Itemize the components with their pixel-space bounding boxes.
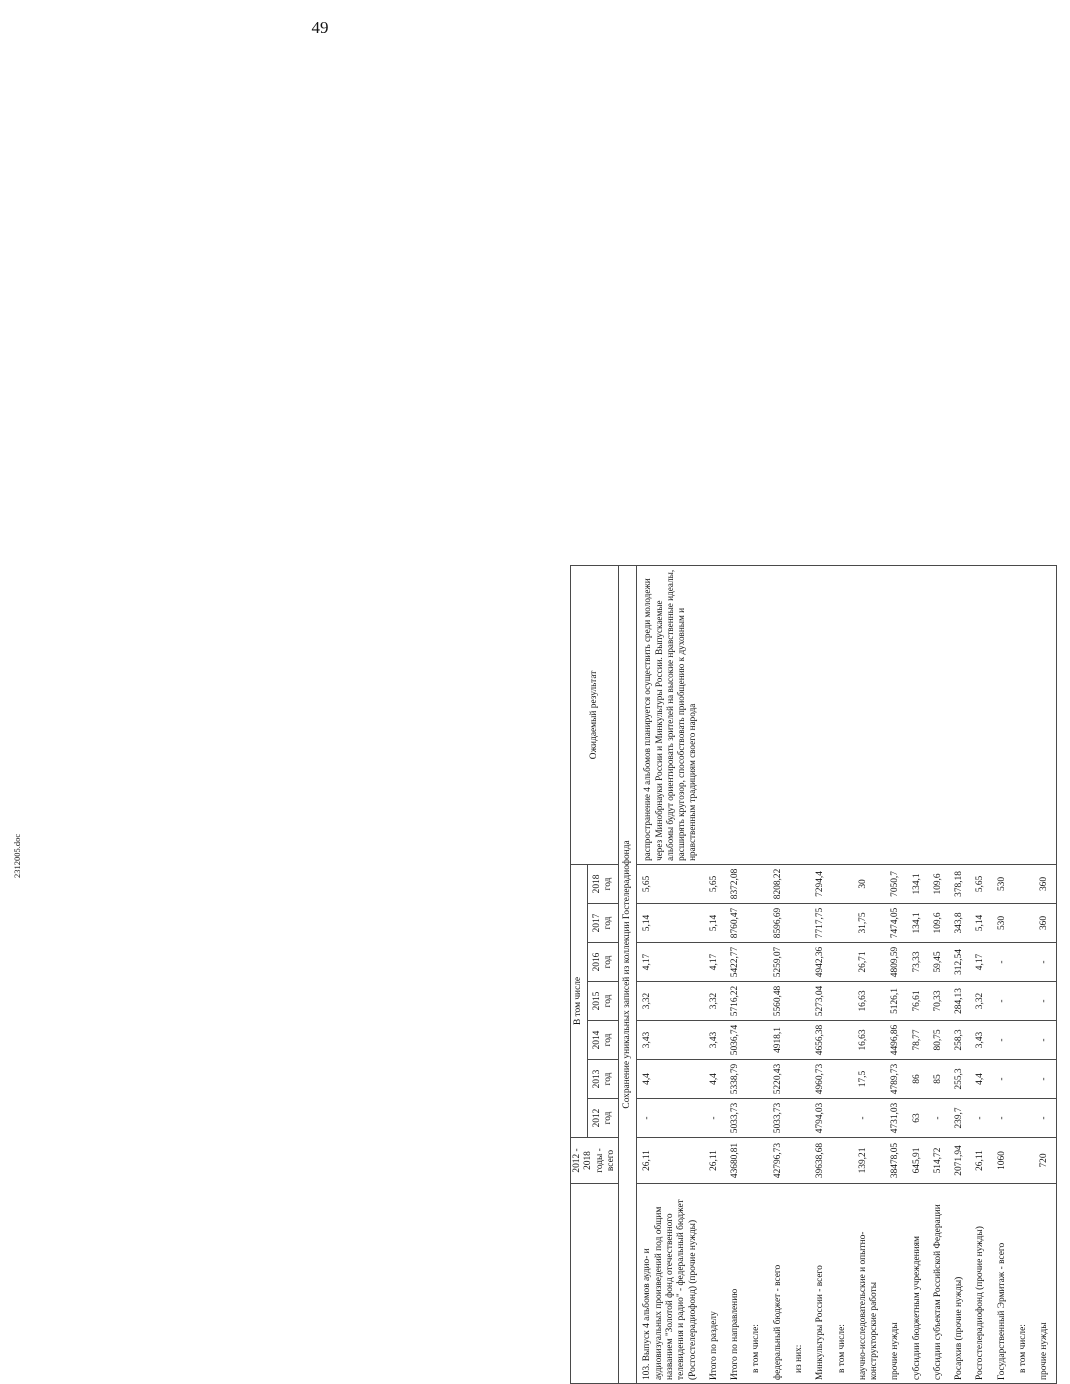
row-year-value: 5033,73 (768, 1099, 789, 1138)
row-year-value: 5273,04 (810, 982, 831, 1021)
table-row (928, 565, 949, 1383)
table-row (992, 565, 1013, 1383)
row-year-value: 17,5 (853, 1060, 886, 1099)
row-year-value: 284,13 (949, 982, 970, 1021)
row-expected-result (704, 565, 725, 864)
row-year-value: 530 (992, 864, 1013, 903)
row-total: 39638,68 (810, 1138, 831, 1184)
table-row (789, 565, 810, 1383)
row-year-value: 4656,38 (810, 1021, 831, 1060)
row-year-value (746, 904, 767, 943)
row-year-value: 5,65 (970, 864, 991, 903)
table-row (768, 565, 789, 1383)
row-year-value (1013, 982, 1034, 1021)
row-year-value: 5716,22 (725, 982, 746, 1021)
row-name: Государственный Эрмитаж - всего (992, 1184, 1013, 1384)
row-year-value: 4,4 (970, 1060, 991, 1099)
row-year-value: 4731,03 (885, 1099, 906, 1138)
row-year-value: 5560,48 (768, 982, 789, 1021)
row-year-value: 59,45 (928, 943, 949, 982)
row-year-value: 109,6 (928, 864, 949, 903)
page-number: 49 (311, 18, 329, 37)
header-year: 2016 год (588, 943, 619, 982)
table-row (832, 565, 853, 1383)
row-year-value: 8596,69 (768, 904, 789, 943)
row-year-value: 343,8 (949, 904, 970, 943)
row-year-value: 5338,79 (725, 1060, 746, 1099)
table-row (746, 565, 767, 1383)
row-year-value (832, 1060, 853, 1099)
row-name: 103. Выпуск 4 альбомов аудио- и аудиовизуальных произведений под общим названием "Золотой фонд отечественного телевидения и радио" - федеральный бюджет (Росгостелерадиофонд) (прочие нужды) (637, 1184, 704, 1384)
row-year-value: - (704, 1099, 725, 1138)
row-expected-result (992, 565, 1013, 864)
row-year-value (832, 1021, 853, 1060)
header-result: Ожидаемый результат (571, 565, 619, 864)
row-expected-result (810, 565, 831, 864)
row-total: 645,91 (907, 1138, 928, 1184)
row-year-value: 4,4 (704, 1060, 725, 1099)
table-row (810, 565, 831, 1383)
row-expected-result (907, 565, 928, 864)
rotated-table-frame (570, 566, 1070, 1384)
row-year-value: 7294,4 (810, 864, 831, 903)
row-year-value: - (992, 1099, 1013, 1138)
row-year-value: - (1034, 943, 1056, 982)
row-year-value: - (637, 1099, 704, 1138)
row-total: 43680,81 (725, 1138, 746, 1184)
header-group: В том числе (571, 864, 588, 1137)
row-year-value (746, 864, 767, 903)
row-year-value: 3,32 (970, 982, 991, 1021)
row-year-value: 5,14 (637, 904, 704, 943)
row-year-value (1013, 864, 1034, 903)
row-total (746, 1138, 767, 1184)
row-expected-result (853, 565, 886, 864)
row-expected-result: распространение 4 альбомов планируется осуществить среди молодежи через Минобрнауки России и Минкультуры России. Выпускаемые альбомы будут ориентировать зрителей на высокие нравственные идеалы, расширять кругозор, способствовать приобщению к духовным и нравственным традициям своего народа (637, 565, 704, 864)
row-year-value: 4809,59 (885, 943, 906, 982)
row-year-value: 360 (1034, 864, 1056, 903)
row-year-value: 7050,7 (885, 864, 906, 903)
row-year-value: 76,61 (907, 982, 928, 1021)
row-name: в том числе: (746, 1184, 767, 1384)
row-year-value: - (992, 1021, 1013, 1060)
row-total: 26,11 (637, 1138, 704, 1184)
header-year: 2013 год (588, 1060, 619, 1099)
row-name: в том числе: (1013, 1184, 1034, 1384)
row-year-value (789, 864, 810, 903)
header-year: 2018 год (588, 864, 619, 903)
row-expected-result (832, 565, 853, 864)
row-year-value: 30 (853, 864, 886, 903)
table-row (1013, 565, 1034, 1383)
row-year-value (746, 982, 767, 1021)
row-year-value: 3,43 (704, 1021, 725, 1060)
row-year-value (1013, 904, 1034, 943)
row-expected-result (789, 565, 810, 864)
row-expected-result (970, 565, 991, 864)
header-year: 2014 год (588, 1021, 619, 1060)
row-year-value: 4789,73 (885, 1060, 906, 1099)
header-year: 2015 год (588, 982, 619, 1021)
row-year-value: 4,4 (637, 1060, 704, 1099)
row-name: Итого по направлению (725, 1184, 746, 1384)
row-year-value: 78,77 (907, 1021, 928, 1060)
row-year-value: - (992, 943, 1013, 982)
row-year-value (789, 1021, 810, 1060)
header-name (571, 1184, 619, 1384)
row-year-value: - (1034, 982, 1056, 1021)
row-year-value: 3,43 (637, 1021, 704, 1060)
row-name: прочие нужды (1034, 1184, 1056, 1384)
row-year-value: 31,75 (853, 904, 886, 943)
row-name: из них: (789, 1184, 810, 1384)
row-name: Росгостелерадиофонд (прочие нужды) (970, 1184, 991, 1384)
row-total (832, 1138, 853, 1184)
row-year-value: 7474,05 (885, 904, 906, 943)
row-year-value: 3,43 (970, 1021, 991, 1060)
row-year-value: 5,65 (637, 864, 704, 903)
row-year-value: 3,32 (637, 982, 704, 1021)
table-row (885, 565, 906, 1383)
row-year-value (746, 1021, 767, 1060)
header-total: 2012 - 2018 годы - всего (571, 1138, 619, 1184)
row-year-value: 312,54 (949, 943, 970, 982)
header-year: 2012 год (588, 1099, 619, 1138)
row-total: 26,11 (704, 1138, 725, 1184)
row-year-value (832, 982, 853, 1021)
row-year-value: 4942,36 (810, 943, 831, 982)
row-year-value: 5126,1 (885, 982, 906, 1021)
row-year-value (832, 904, 853, 943)
row-total: 139,21 (853, 1138, 886, 1184)
row-year-value (746, 1099, 767, 1138)
row-expected-result (768, 565, 789, 864)
budget-table (570, 565, 1057, 1384)
table-row (853, 565, 886, 1383)
row-year-value: 378,18 (949, 864, 970, 903)
row-year-value: 5422,77 (725, 943, 746, 982)
row-year-value: 255,3 (949, 1060, 970, 1099)
row-expected-result (1034, 565, 1056, 864)
row-year-value (789, 982, 810, 1021)
row-expected-result (949, 565, 970, 864)
row-year-value: 4,17 (970, 943, 991, 982)
row-year-value (789, 943, 810, 982)
row-year-value (1013, 943, 1034, 982)
table-row (725, 565, 746, 1383)
row-name: субсидии субъектам Российской Федерации (928, 1184, 949, 1384)
table-row (637, 565, 704, 1383)
row-year-value: 5036,74 (725, 1021, 746, 1060)
row-year-value: 26,71 (853, 943, 886, 982)
row-year-value: 134,1 (907, 864, 928, 903)
row-total: 514,72 (928, 1138, 949, 1184)
row-year-value (789, 904, 810, 943)
row-year-value: 16,63 (853, 1021, 886, 1060)
row-year-value: - (1034, 1021, 1056, 1060)
row-year-value: - (928, 1099, 949, 1138)
row-name: научно-исследовательские и опытно-конструкторские работы (853, 1184, 886, 1384)
row-year-value (746, 943, 767, 982)
row-name: Росархив (прочие нужды) (949, 1184, 970, 1384)
row-year-value: 73,33 (907, 943, 928, 982)
row-year-value (789, 1060, 810, 1099)
row-year-value: 4496,86 (885, 1021, 906, 1060)
row-year-value (832, 864, 853, 903)
row-year-value: 5,65 (704, 864, 725, 903)
row-year-value: 3,32 (704, 982, 725, 1021)
row-year-value: 4918,1 (768, 1021, 789, 1060)
row-year-value: 4,17 (637, 943, 704, 982)
row-year-value: 134,1 (907, 904, 928, 943)
row-year-value: 5033,73 (725, 1099, 746, 1138)
row-expected-result (1013, 565, 1034, 864)
row-year-value: 8760,47 (725, 904, 746, 943)
row-year-value: 7717,75 (810, 904, 831, 943)
row-year-value (1013, 1099, 1034, 1138)
row-total: 38478,05 (885, 1138, 906, 1184)
row-year-value (789, 1099, 810, 1138)
row-year-value: 5,14 (970, 904, 991, 943)
table-row (970, 565, 991, 1383)
row-name: прочие нужды (885, 1184, 906, 1384)
row-year-value: 360 (1034, 904, 1056, 943)
row-year-value: 4794,03 (810, 1099, 831, 1138)
row-expected-result (885, 565, 906, 864)
section-title: Сохранение уникальных записей из коллекции Гостелерадиофонда (619, 565, 637, 1383)
row-total: 1060 (992, 1138, 1013, 1184)
footer-filename: 2312005.doc (12, 833, 22, 878)
row-year-value: 85 (928, 1060, 949, 1099)
row-expected-result (746, 565, 767, 864)
row-name: в том числе: (832, 1184, 853, 1384)
table-row (949, 565, 970, 1383)
row-year-value: - (992, 982, 1013, 1021)
row-total: 720 (1034, 1138, 1056, 1184)
table-row (907, 565, 928, 1383)
row-total (789, 1138, 810, 1184)
row-year-value: 4,17 (704, 943, 725, 982)
row-year-value: 5259,07 (768, 943, 789, 982)
row-year-value (832, 1099, 853, 1138)
row-year-value: 530 (992, 904, 1013, 943)
row-total: 2071,94 (949, 1138, 970, 1184)
row-year-value: 80,75 (928, 1021, 949, 1060)
row-name: субсидии бюджетным учреждениям (907, 1184, 928, 1384)
row-expected-result (928, 565, 949, 864)
table-row (704, 565, 725, 1383)
row-year-value: - (853, 1099, 886, 1138)
row-year-value (746, 1060, 767, 1099)
row-year-value: 5220,43 (768, 1060, 789, 1099)
row-year-value: 239,7 (949, 1099, 970, 1138)
row-year-value: 63 (907, 1099, 928, 1138)
row-year-value: 4960,73 (810, 1060, 831, 1099)
row-year-value: 86 (907, 1060, 928, 1099)
row-total: 42796,73 (768, 1138, 789, 1184)
header-year: 2017 год (588, 904, 619, 943)
row-year-value (1013, 1021, 1034, 1060)
row-year-value: - (992, 1060, 1013, 1099)
row-total (1013, 1138, 1034, 1184)
row-year-value: - (1034, 1060, 1056, 1099)
row-expected-result (725, 565, 746, 864)
table-row (1034, 565, 1056, 1383)
row-year-value: 70,33 (928, 982, 949, 1021)
row-year-value: 8208,22 (768, 864, 789, 903)
row-total: 26,11 (970, 1138, 991, 1184)
row-name: федеральный бюджет - всего (768, 1184, 789, 1384)
row-year-value (832, 943, 853, 982)
row-name: Минкультуры России - всего (810, 1184, 831, 1384)
row-name: Итого по разделу (704, 1184, 725, 1384)
row-year-value: - (970, 1099, 991, 1138)
row-year-value (1013, 1060, 1034, 1099)
row-year-value: 258,3 (949, 1021, 970, 1060)
row-year-value: 8372,08 (725, 864, 746, 903)
row-year-value: - (1034, 1099, 1056, 1138)
row-year-value: 16,63 (853, 982, 886, 1021)
row-year-value: 5,14 (704, 904, 725, 943)
row-year-value: 109,6 (928, 904, 949, 943)
